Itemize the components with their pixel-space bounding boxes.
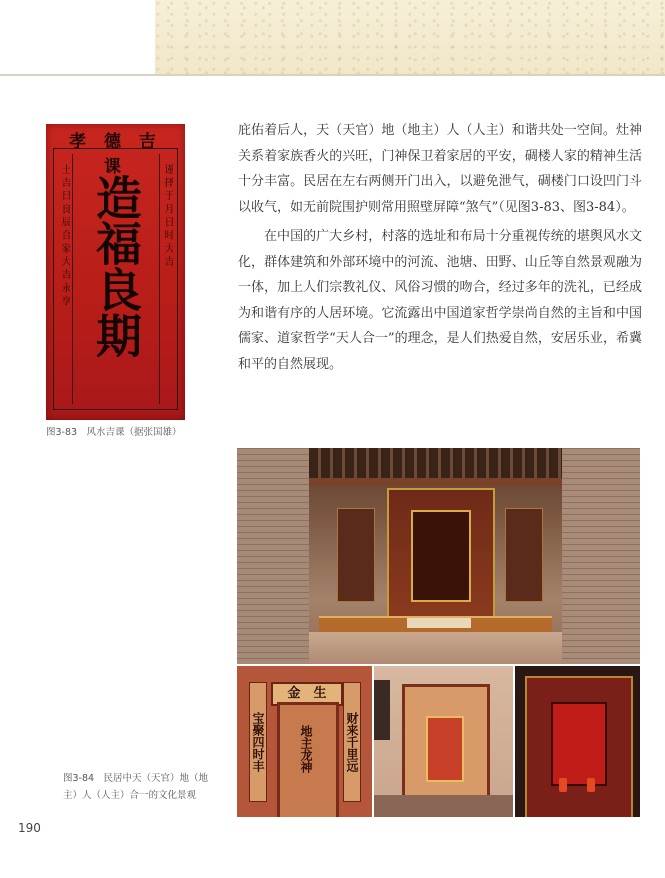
shrine-gate: [277, 702, 339, 817]
figure-3-83-feng-shui-paper: [46, 124, 185, 420]
roof-rafters: [309, 448, 562, 478]
figure-3-84-earth-god-shrine-photo: [237, 666, 372, 817]
header-divider: [0, 74, 665, 76]
carved-panel-right: [505, 508, 543, 602]
shrine-niche: [411, 510, 471, 602]
shrine-couplet-right: 财来千里远: [343, 682, 361, 802]
roof-beam: [309, 478, 562, 486]
side-window: [374, 680, 390, 740]
paper-top-line: 孝 德 吉 课: [69, 132, 162, 177]
altar-plaque: [407, 618, 471, 628]
figure-3-83-caption: 图3-83 风水吉课（据张国雄）: [46, 427, 182, 438]
brick-wall-right: [562, 448, 640, 664]
paper-left-side-text: 土 吉 日 良 辰 合 家 大 吉 永 享: [59, 164, 70, 306]
header-paper-texture: [155, 0, 665, 76]
figure-3-84-heaven-plaque-photo: [374, 666, 513, 817]
paragraph-1: 庇佑着后人，天（天官）地（地主）人（人主）和谐共处一空间。灶神关系着家族香火的兴旺，门神保卫着家居的平安，碉楼人家的精神生活十分丰富。民居在左右两侧开门出入，以避免泄气，碉楼门口设凹门斗以收气，如无前院围护则常用照壁屏障“煞气”（见图3-83、图3-84）。: [238, 123, 642, 215]
plaque-center: [426, 716, 464, 782]
figure-3-84-caption-line-1: 图3-84 民居中天（天官）地（地: [63, 773, 209, 784]
shrine-center-text: 地主龙神: [299, 725, 313, 773]
figure-3-84-red-niche-photo: [515, 666, 640, 817]
offering-cup-left: [559, 778, 567, 792]
body-text: [238, 118, 642, 377]
offering-cup-right: [587, 778, 595, 792]
hall-floor: [309, 632, 562, 664]
paragraph-2: 在中国的广大乡村，村落的选址和布局十分重视传统的堪舆风水文化，群体建筑和外部环境中的河流、池塘、田野、山丘等自然景观融为一体，加上人们宗教礼仪、风俗习惯的吻合，经过多年的洗礼，已经成为和谐有序的人居环境。它流露出中国道家哲学崇尚自然的主旨和中国儒家、道家哲学“天人合一”的理念，是人们热爱自然，安居乐业，希冀和平的自然展现。: [238, 229, 642, 372]
shrine-lintel: 金 生: [271, 682, 343, 706]
shrine-couplet-left: 宝聚四时丰: [249, 682, 267, 802]
brick-wall-left: [237, 448, 309, 664]
paper-main-characters: 造福良期: [89, 174, 143, 358]
paper-right-side-text: 谨 择 于 月 日 时 大 吉: [162, 164, 173, 267]
page-number: 190: [18, 821, 41, 835]
figure-3-84-caption-line-2: 主）人（人主）合一的文化景观: [63, 790, 197, 801]
carved-panel-left: [337, 508, 375, 602]
wall-base: [374, 795, 513, 817]
red-niche: [551, 702, 607, 786]
ancestral-shrine: [387, 488, 495, 622]
figure-3-84-main-hall-photo: [237, 448, 640, 664]
